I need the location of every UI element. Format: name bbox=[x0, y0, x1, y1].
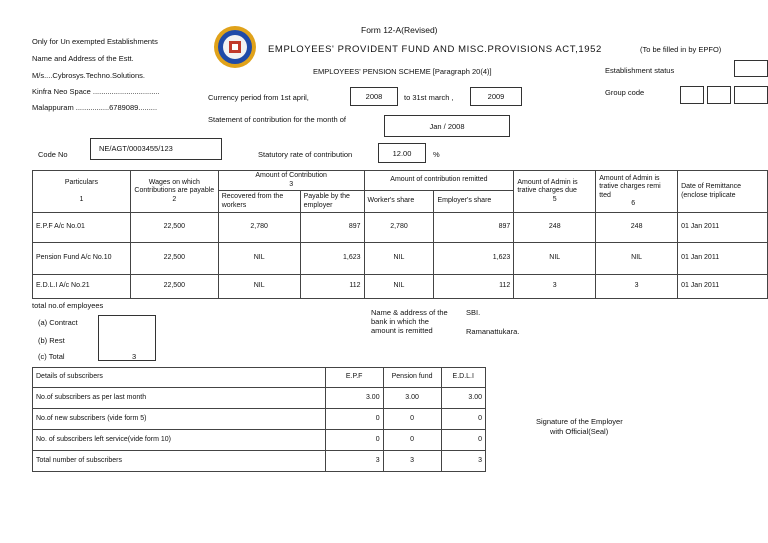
total-employees-label: total no.of employees bbox=[32, 301, 104, 310]
row-workers: NIL bbox=[364, 243, 434, 275]
table-row bbox=[33, 430, 486, 451]
epfo-note: (To be filled in by EPFO) bbox=[640, 45, 722, 54]
subscriber-row-epf: 0 bbox=[325, 430, 383, 451]
currency-from-year[interactable]: 2008 bbox=[350, 87, 398, 106]
row-admin-due: 3 bbox=[514, 275, 596, 299]
subscriber-row-epf: 3.00 bbox=[325, 388, 383, 409]
subscriber-row-pension: 3.00 bbox=[383, 388, 441, 409]
establishment-status-box[interactable] bbox=[734, 60, 768, 77]
subscriber-row-edli: 0 bbox=[441, 409, 486, 430]
subscriber-row-label: Total number of subscribers bbox=[33, 451, 326, 472]
row-recovered: 2,780 bbox=[218, 213, 300, 243]
statement-label: Statement of contribution for the month of bbox=[208, 115, 346, 124]
subscribers-table bbox=[32, 367, 486, 472]
estt-address-line1: Kinfra Neo Space ................................ bbox=[32, 87, 160, 96]
header-payable: Payable by the employer bbox=[300, 191, 364, 213]
bank-address: Ramanattukara. bbox=[466, 327, 520, 336]
statutory-rate-value[interactable]: 12.00 bbox=[378, 143, 426, 163]
subscriber-row-edli: 0 bbox=[441, 430, 486, 451]
statutory-rate-label: Statutory rate of contribution bbox=[258, 150, 353, 159]
row-payable: 897 bbox=[300, 213, 364, 243]
row-admin-due: NIL bbox=[514, 243, 596, 275]
row-particulars: E.D.L.I A/c No.21 bbox=[33, 275, 131, 299]
header-epf: E.P.F bbox=[325, 368, 383, 388]
bank-name: SBI. bbox=[466, 308, 481, 317]
row-admin-remitted: 3 bbox=[596, 275, 678, 299]
scheme-title: EMPLOYEES' PENSION SCHEME [Paragraph 20(4)] bbox=[313, 67, 492, 76]
row-particulars: E.P.F A/c No.01 bbox=[33, 213, 131, 243]
row-date: 01 Jan 2011 bbox=[678, 243, 768, 275]
logo-center-window bbox=[232, 44, 238, 50]
statement-month[interactable]: Jan / 2008 bbox=[384, 115, 510, 137]
subscriber-row-label: No.of new subscribers (vide form 5) bbox=[33, 409, 326, 430]
header-date: Date of Remittance (enclose triplicate bbox=[678, 171, 768, 213]
table-row bbox=[33, 409, 486, 430]
header-particulars-no: 1 bbox=[79, 195, 84, 203]
header-admin-remitted-no: 6 bbox=[631, 200, 636, 207]
subscriber-row-pension: 0 bbox=[383, 409, 441, 430]
establishment-status-label: Establishment status bbox=[605, 66, 675, 75]
contribution-table bbox=[32, 170, 768, 299]
statutory-rate-unit: % bbox=[433, 150, 440, 159]
currency-to-label: to 31st march , bbox=[404, 93, 454, 102]
header-wages bbox=[130, 171, 218, 213]
header-admin-due bbox=[514, 171, 596, 213]
header-pension: Pension fund bbox=[383, 368, 441, 388]
subscriber-row-edli: 3.00 bbox=[441, 388, 486, 409]
header-admin-due-no: 5 bbox=[552, 195, 557, 203]
estt-name-label: Name and Address of the Estt. bbox=[32, 54, 134, 63]
header-details: Details of subscribers bbox=[33, 368, 326, 388]
row-admin-remitted: NIL bbox=[596, 243, 678, 275]
table-row bbox=[33, 213, 768, 243]
row-recovered: NIL bbox=[218, 275, 300, 299]
row-recovered: NIL bbox=[218, 243, 300, 275]
table-row bbox=[33, 275, 768, 299]
header-edli: E.D.L.I bbox=[441, 368, 486, 388]
subscriber-row-edli: 3 bbox=[441, 451, 486, 472]
row-payable: 1,623 bbox=[300, 243, 364, 275]
row-workers: NIL bbox=[364, 275, 434, 299]
subscriber-row-pension: 3 bbox=[383, 451, 441, 472]
row-wages: 22,500 bbox=[130, 243, 218, 275]
group-code-box-1[interactable] bbox=[680, 86, 704, 104]
table-row bbox=[33, 243, 768, 275]
row-workers: 2,780 bbox=[364, 213, 434, 243]
subscriber-row-label: No.of subscribers as per last month bbox=[33, 388, 326, 409]
employees-total-label: (c) Total bbox=[38, 352, 65, 361]
signature-line2: with Official(Seal) bbox=[550, 427, 609, 436]
header-amount-contribution bbox=[218, 171, 364, 191]
currency-period-label: Currency period from 1st april, bbox=[208, 93, 309, 102]
code-no-label: Code No bbox=[38, 150, 68, 159]
act-title: EMPLOYEES' PROVIDENT FUND AND MISC.PROVISIONS ACT,1952 bbox=[268, 44, 602, 55]
unexempted-label: Only for Un exempted Establishments bbox=[32, 37, 158, 46]
row-admin-due: 248 bbox=[514, 213, 596, 243]
estt-name-value: M/s....Cybrosys.Techno.Solutions. bbox=[32, 71, 145, 80]
row-particulars: Pension Fund A/c No.10 bbox=[33, 243, 131, 275]
header-particulars bbox=[33, 171, 131, 213]
employees-contract-box[interactable] bbox=[98, 315, 156, 361]
row-date: 01 Jan 2011 bbox=[678, 275, 768, 299]
bank-label: Name & address of the bank in which the amount is remitted bbox=[371, 308, 448, 335]
employees-total-value: 3 bbox=[132, 352, 137, 361]
row-wages: 22,500 bbox=[130, 275, 218, 299]
subscriber-row-epf: 0 bbox=[325, 409, 383, 430]
row-employers: 897 bbox=[434, 213, 514, 243]
header-employers-share: Employer's share bbox=[434, 191, 514, 213]
header-workers-share: Worker's share bbox=[364, 191, 434, 213]
code-no-value[interactable]: NE/AGT/0003455/123 bbox=[90, 138, 222, 160]
employees-contract-label: (a) Contract bbox=[38, 318, 78, 327]
estt-address-line2: Malappuram ................6789089......... bbox=[32, 103, 158, 112]
table-row bbox=[33, 451, 486, 472]
group-code-box-2[interactable] bbox=[707, 86, 731, 104]
row-employers: 112 bbox=[434, 275, 514, 299]
signature-line1: Signature of the Employer bbox=[536, 417, 623, 426]
header-recovered: Recovered from the workers bbox=[218, 191, 300, 213]
epfo-logo-icon bbox=[205, 24, 265, 70]
header-wages-no: 2 bbox=[172, 195, 177, 203]
row-employers: 1,623 bbox=[434, 243, 514, 275]
group-code-box-3[interactable] bbox=[734, 86, 768, 104]
currency-to-year[interactable]: 2009 bbox=[470, 87, 522, 106]
form-title: Form 12-A(Revised) bbox=[361, 25, 438, 35]
header-wages-text: Wages on which Contributions are payable bbox=[134, 178, 215, 195]
header-amount-contribution-no: 3 bbox=[289, 180, 294, 188]
group-code-label: Group code bbox=[605, 88, 645, 97]
subscriber-row-label: No. of subscribers left service(vide form 10) bbox=[33, 430, 326, 451]
header-admin-remitted bbox=[596, 171, 678, 213]
employees-rest-label: (b) Rest bbox=[38, 336, 65, 345]
row-payable: 112 bbox=[300, 275, 364, 299]
header-particulars-text: Particulars bbox=[64, 179, 98, 186]
subscriber-row-epf: 3 bbox=[325, 451, 383, 472]
row-admin-remitted: 248 bbox=[596, 213, 678, 243]
header-admin-due-text: Amount of Admin is trative charges due bbox=[517, 178, 578, 195]
table-row bbox=[33, 388, 486, 409]
header-contribution-remitted: Amount of contribution remitted bbox=[364, 171, 514, 191]
header-admin-remitted-text: Amount of Admin is trative charges remi tted bbox=[599, 174, 661, 199]
header-amount-contribution-text: Amount of Contribution bbox=[255, 172, 327, 179]
row-date: 01 Jan 2011 bbox=[678, 213, 768, 243]
row-wages: 22,500 bbox=[130, 213, 218, 243]
subscriber-row-pension: 0 bbox=[383, 430, 441, 451]
